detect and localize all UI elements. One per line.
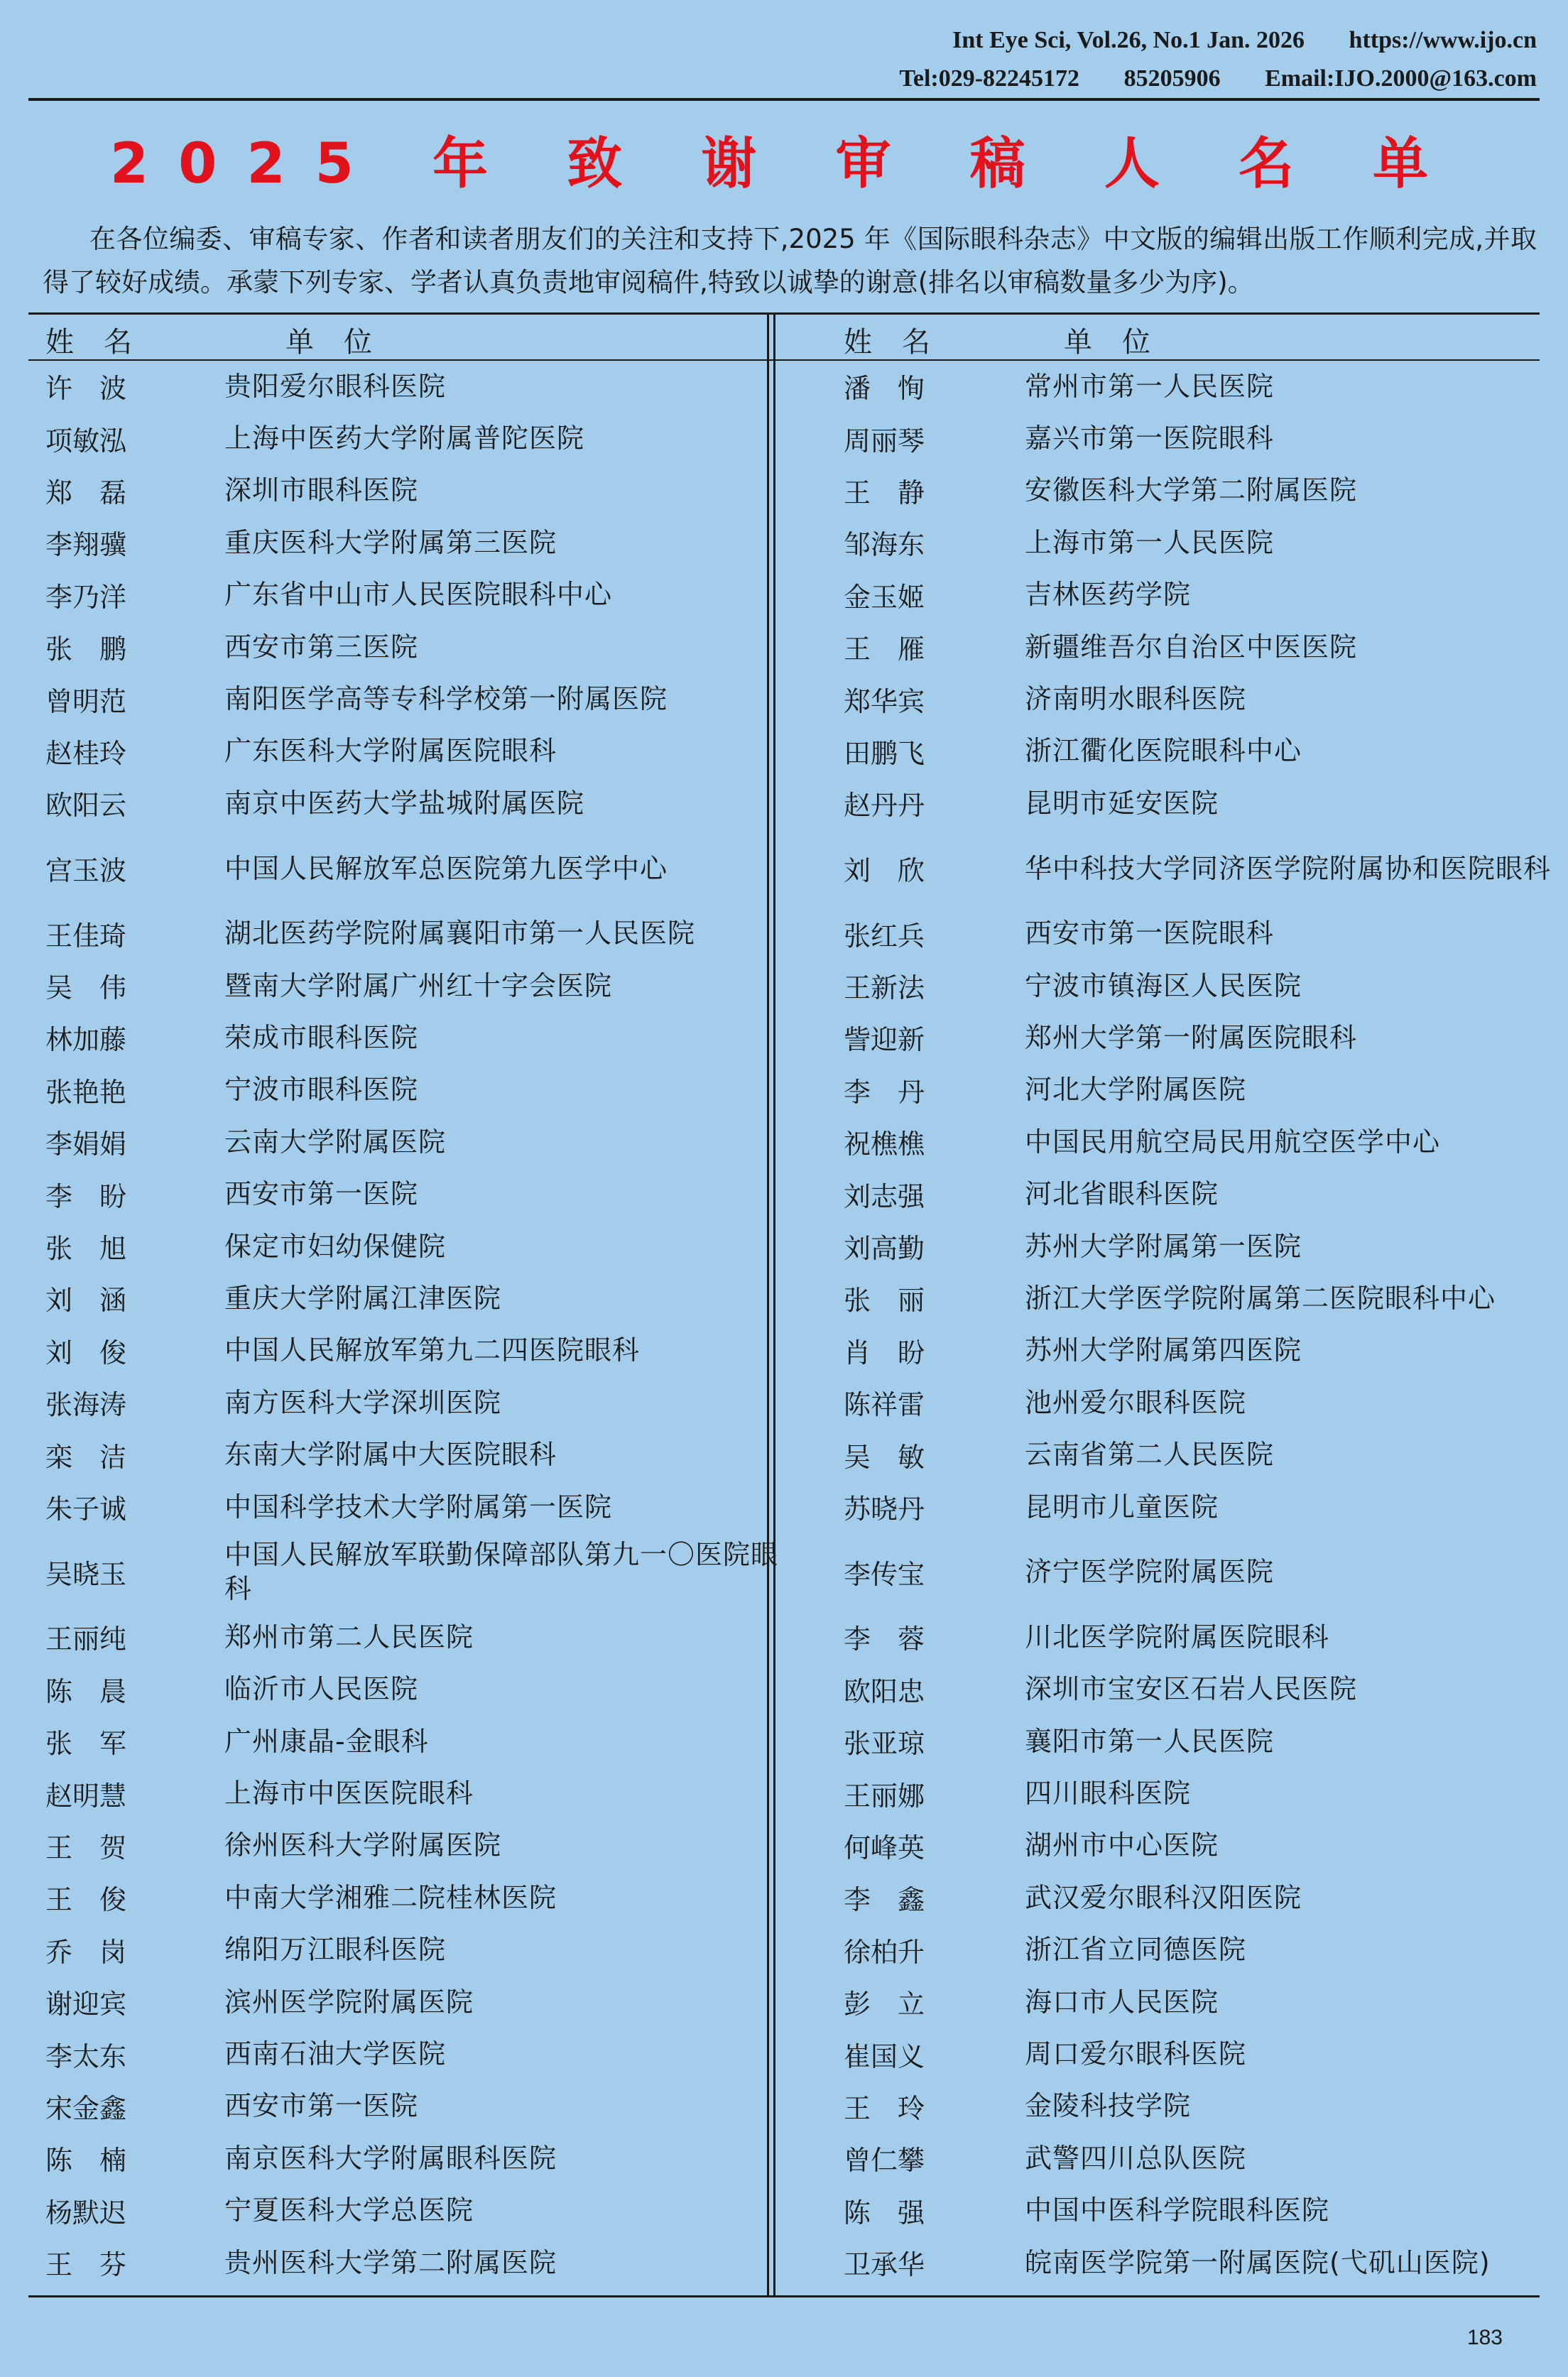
reviewer-institution: 郑州市第二人民医院: [224, 1621, 474, 1653]
reviewer-institution: 重庆医科大学附属第三医院: [224, 526, 557, 558]
table-row: [844, 1325, 1547, 1376]
table-row: [45, 908, 763, 959]
table-row: [844, 516, 1547, 568]
reviewer-institution: 昆明市延安医院: [1025, 787, 1219, 819]
journal-email: Email:IJO.2000@163.com: [1265, 65, 1537, 92]
table-row: [45, 412, 763, 464]
table-row: [844, 2080, 1547, 2132]
table-row: [45, 1376, 763, 1428]
reviewer-name: 王 芬: [45, 2249, 127, 2281]
table-row: [844, 1871, 1547, 1923]
reviewer-name: 郑 磊: [45, 477, 127, 508]
reviewer-name: 祝樵樵: [844, 1128, 925, 1160]
left-reviewer-list: [45, 360, 779, 2288]
table-row: [45, 2132, 763, 2184]
reviewer-name: 赵丹丹: [844, 790, 925, 822]
journal-citation: Int Eye Sci, Vol.26, No.1 Jan. 2026: [952, 27, 1305, 53]
right-header-name: 姓名: [844, 326, 960, 359]
reviewer-institution: 贵阳爱尔眼科医院: [224, 370, 447, 402]
table-row: [45, 1976, 763, 2028]
table-row: [45, 360, 763, 412]
table-row: [844, 2185, 1547, 2236]
reviewer-name: 田鹏飞: [844, 737, 925, 769]
table-row: [45, 1767, 763, 1819]
table-row: [45, 621, 763, 673]
left-header-name: 姓名: [45, 326, 162, 359]
reviewer-institution: 临沂市人民医院: [224, 1673, 419, 1705]
reviewer-institution: 皖南医学院第一附属医院(弋矶山医院): [1025, 2246, 1491, 2278]
reviewer-institution: 浙江省立同德医院: [1025, 1934, 1247, 1966]
reviewer-institution: 广州康晶-金眼科: [224, 1725, 429, 1757]
reviewer-name: 金玉姬: [844, 581, 925, 613]
reviewer-institution: 西南石油大学医院: [224, 2038, 447, 2070]
journal-tel: Tel:029-82245172: [899, 65, 1080, 92]
reviewer-institution: 嘉兴市第一医院眼科: [1025, 423, 1275, 455]
reviewer-name: 陈 楠: [45, 2145, 127, 2177]
reviewer-name: 李乃洋: [45, 581, 127, 613]
reviewer-institution: 西安市第三医院: [224, 631, 419, 663]
reviewer-name: 张 旭: [45, 1233, 127, 1265]
table-row: [844, 1220, 1547, 1272]
running-header-line2: [899, 65, 1537, 92]
reviewer-name: 肖 盼: [844, 1337, 925, 1369]
table-row: [844, 908, 1547, 959]
reviewer-institution: 宁夏医科大学总医院: [224, 2194, 474, 2226]
reviewer-institution: 浙江大学医学院附属第二医院眼科中心: [1025, 1282, 1496, 1314]
reviewer-institution: 中国人民解放军第九二四医院眼科: [224, 1334, 641, 1366]
table-row: [844, 1011, 1547, 1063]
reviewer-institution: 海口市人民医院: [1025, 1986, 1219, 2018]
reviewer-name: 卫承华: [844, 2249, 925, 2281]
table-row: [844, 1428, 1547, 1480]
table-row: [844, 1976, 1547, 2028]
reviewer-institution: 中国民用航空局民用航空医学中心: [1025, 1126, 1441, 1158]
table-row: [45, 516, 763, 568]
table-row: [45, 1272, 763, 1324]
table-row: [45, 1481, 763, 1533]
table-row: [45, 1820, 763, 1871]
reviewer-name: 项敏泓: [45, 425, 127, 457]
table-row: [844, 1663, 1547, 1715]
reviewer-institution: 南阳医学高等专科学校第一附属医院: [224, 683, 668, 715]
reviewer-institution: 苏州大学附属第一医院: [1025, 1230, 1302, 1262]
table-row: [844, 1116, 1547, 1168]
table-row: [844, 959, 1547, 1011]
left-header-unit: 单位: [285, 326, 402, 359]
reviewer-institution: 池州爱尔眼科医院: [1025, 1386, 1247, 1418]
table-row: [844, 1715, 1547, 1767]
table-row: [45, 1116, 763, 1168]
table-row: [45, 1064, 763, 1116]
reviewer-institution: 襄阳市第一人民医院: [1025, 1725, 1275, 1757]
table-row: [844, 1533, 1547, 1611]
reviewer-name: 王佳琦: [45, 920, 127, 952]
reviewer-name: 谢迎宾: [45, 1989, 127, 2020]
reviewer-institution: 河北省眼科医院: [1025, 1178, 1219, 1210]
reviewer-name: 朱子诚: [45, 1494, 127, 1525]
reviewer-institution: 河北大学附属医院: [1025, 1074, 1247, 1106]
reviewer-institution: 中国人民解放军总医院第九医学中心: [224, 852, 668, 884]
table-bottom-rule: [28, 2295, 1540, 2297]
table-row: [844, 829, 1552, 908]
reviewer-institution: 绵阳万江眼科医院: [224, 1934, 447, 1966]
table-row: [844, 1924, 1547, 1976]
reviewer-name: 吴 伟: [45, 972, 127, 1004]
table-row: [45, 959, 763, 1011]
reviewer-institution: 中国中医科学院眼科医院: [1025, 2194, 1330, 2226]
reviewer-name: 张艳艳: [45, 1076, 127, 1108]
reviewer-institution: 云南省第二人民医院: [1025, 1439, 1275, 1471]
table-row: [844, 725, 1547, 777]
reviewer-name: 刘 欣: [844, 855, 925, 887]
table-row: [45, 2185, 763, 2236]
reviewer-name: 王 雁: [844, 633, 925, 665]
reviewer-institution: 苏州大学附属第四医院: [1025, 1334, 1302, 1366]
reviewer-name: 苏晓丹: [844, 1494, 925, 1525]
table-row: [844, 569, 1547, 621]
table-row: [844, 1064, 1547, 1116]
reviewer-name: 王 贺: [45, 1832, 127, 1864]
reviewer-institution: 昆明市儿童医院: [1025, 1491, 1219, 1523]
table-row: [844, 621, 1547, 673]
reviewer-name: 邹海东: [844, 529, 925, 561]
reviewer-name: 李 鑫: [844, 1884, 925, 1916]
reviewer-name: 王新法: [844, 972, 925, 1004]
table-row: [844, 1820, 1547, 1871]
table-row: [45, 464, 763, 516]
reviewer-name: 潘 恂: [844, 373, 925, 405]
table-row: [45, 1715, 763, 1767]
reviewer-name: 宫玉波: [45, 855, 127, 887]
reviewer-name: 曾仁攀: [844, 2145, 925, 2177]
reviewer-name: 张海涛: [45, 1389, 127, 1421]
reviewer-institution: 吉林医药学院: [1025, 579, 1192, 611]
table-row: [45, 1924, 763, 1976]
table-row: [844, 777, 1547, 829]
reviewer-name: 张亚琼: [844, 1728, 925, 1760]
reviewer-institution: 中国科学技术大学附属第一医院: [224, 1491, 613, 1523]
reviewer-name: 李 蓉: [844, 1623, 925, 1655]
table-top-rule: [28, 312, 1540, 315]
header-rule: [28, 98, 1540, 101]
reviewer-name: 彭 立: [844, 1989, 925, 2020]
reviewer-name: 欧阳忠: [844, 1675, 925, 1707]
reviewer-name: 王 静: [844, 477, 925, 508]
reviewer-institution: 上海市中医医院眼科: [224, 1778, 474, 1810]
right-header-unit: 单位: [1064, 326, 1180, 359]
reviewer-institution: 上海中医药大学附属普陀医院: [224, 423, 585, 455]
reviewer-name: 赵明慧: [45, 1780, 127, 1812]
table-row: [45, 829, 763, 908]
table-row: [45, 1611, 763, 1663]
table-row: [45, 673, 763, 724]
reviewer-name: 赵桂玲: [45, 737, 127, 769]
reviewer-name: 乔 岗: [45, 1936, 127, 1968]
table-row: [45, 777, 763, 829]
reviewer-name: 崔国义: [844, 2040, 925, 2072]
table-row: [844, 2028, 1547, 2079]
table-row: [844, 1272, 1547, 1324]
table-row: [844, 360, 1547, 412]
reviewer-name: 李太东: [45, 2040, 127, 2072]
reviewer-name: 陈 强: [844, 2197, 925, 2229]
reviewer-institution: 济南明水眼科医院: [1025, 683, 1247, 715]
right-reviewer-list: [844, 360, 1552, 2288]
reviewer-institution: 西安市第一医院眼科: [1025, 918, 1275, 950]
table-row: [45, 1533, 779, 1611]
reviewer-institution: 中国人民解放军联勤保障部队第九一〇医院眼科: [224, 1539, 779, 1605]
intro-paragraph: 在各位编委、审稿专家、作者和读者朋友们的关注和支持下,2025 年《国际眼科杂志》中文版的编辑出版工作顺利完成,并取得了较好成绩。承蒙下列专家、学者认真负责地审阅稿件,特致以诚挚的谢意(排名以审稿数量多少为序)。: [43, 224, 1537, 298]
reviewer-institution: 东南大学附属中大医院眼科: [224, 1439, 557, 1471]
table-row: [45, 1168, 763, 1219]
reviewer-name: 林加藤: [45, 1024, 127, 1056]
reviewer-institution: 宁波市眼科医院: [224, 1074, 419, 1106]
table-row: [844, 673, 1547, 724]
reviewer-name: 刘 涵: [45, 1285, 127, 1317]
reviewer-name: 陈祥雷: [844, 1389, 925, 1421]
reviewer-name: 王 俊: [45, 1884, 127, 1916]
reviewer-institution: 南方医科大学深圳医院: [224, 1386, 502, 1418]
reviewer-institution: 安徽医科大学第二附属医院: [1025, 474, 1358, 506]
reviewer-name: 陈 晨: [45, 1675, 127, 1707]
reviewer-institution: 金陵科技学院: [1025, 2090, 1192, 2122]
reviewer-name: 张红兵: [844, 920, 925, 952]
reviewer-institution: 南京医科大学附属眼科医院: [224, 2142, 557, 2174]
reviewer-name: 周丽琴: [844, 425, 925, 457]
page-title: 2025 年 致 谢 审 稿 人 名 单: [109, 132, 1459, 196]
reviewer-institution: 中南大学湘雅二院桂林医院: [224, 1881, 557, 1913]
reviewer-name: 李翔骥: [45, 529, 127, 561]
table-row: [45, 725, 763, 777]
reviewer-name: 吴 敏: [844, 1441, 925, 1473]
reviewer-institution: 四川眼科医院: [1025, 1778, 1192, 1810]
table-row: [45, 569, 763, 621]
reviewer-institution: 济宁医学院附属医院: [1025, 1556, 1275, 1588]
reviewer-name: 李传宝: [844, 1558, 925, 1590]
reviewer-name: 曾明范: [45, 685, 127, 717]
reviewer-institution: 郑州大学第一附属医院眼科: [1025, 1021, 1358, 1053]
reviewer-name: 郑华宾: [844, 685, 925, 717]
reviewer-name: 宋金鑫: [45, 2092, 127, 2124]
table-row: [844, 464, 1547, 516]
table-row: [844, 2236, 1547, 2288]
reviewer-name: 訾迎新: [844, 1024, 925, 1056]
reviewer-name: 栾 洁: [45, 1441, 127, 1473]
reviewer-name: 杨默迟: [45, 2197, 127, 2229]
reviewer-institution: 深圳市宝安区石岩人民医院: [1025, 1673, 1358, 1705]
table-row: [844, 1376, 1547, 1428]
reviewer-institution: 常州市第一人民医院: [1025, 370, 1275, 402]
reviewer-name: 何峰英: [844, 1832, 925, 1864]
reviewer-name: 李 盼: [45, 1180, 127, 1212]
reviewer-name: 欧阳云: [45, 790, 127, 822]
reviewer-institution: 保定市妇幼保健院: [224, 1230, 447, 1262]
journal-website: https://www.ijo.cn: [1349, 27, 1537, 53]
journal-tel2: 85205906: [1123, 65, 1221, 92]
reviewer-name: 张 丽: [844, 1285, 925, 1317]
reviewer-name: 吴晓玉: [45, 1558, 127, 1590]
table-row: [844, 1611, 1547, 1663]
reviewer-name: 刘高勤: [844, 1233, 925, 1265]
reviewer-name: 刘 俊: [45, 1337, 127, 1369]
table-row: [844, 2132, 1547, 2184]
page-number: 183: [1466, 2326, 1503, 2349]
reviewer-institution: 滨州医学院附属医院: [224, 1986, 474, 2018]
reviewer-institution: 重庆大学附属江津医院: [224, 1282, 502, 1314]
reviewer-institution: 云南大学附属医院: [224, 1126, 447, 1158]
reviewer-institution: 浙江衢化医院眼科中心: [1025, 735, 1302, 767]
table-row: [45, 1663, 763, 1715]
reviewer-name: 王丽纯: [45, 1623, 127, 1655]
reviewer-institution: 武警四川总队医院: [1025, 2142, 1247, 2174]
reviewer-name: 徐柏升: [844, 1936, 925, 1968]
reviewer-name: 张 军: [45, 1728, 127, 1760]
table-row: [45, 2236, 763, 2288]
reviewer-name: 张 鹏: [45, 633, 127, 665]
reviewer-institution: 武汉爱尔眼科汉阳医院: [1025, 1881, 1302, 1913]
reviewer-institution: 广东省中山市人民医院眼科中心: [224, 579, 613, 611]
reviewer-institution: 荣成市眼科医院: [224, 1021, 419, 1053]
reviewer-name: 王丽娜: [844, 1780, 925, 1812]
reviewer-institution: 深圳市眼科医院: [224, 474, 419, 506]
reviewer-institution: 上海市第一人民医院: [1025, 526, 1275, 558]
reviewer-name: 李 丹: [844, 1076, 925, 1108]
reviewer-name: 许 波: [45, 373, 127, 405]
table-row: [45, 1325, 763, 1376]
reviewer-institution: 西安市第一医院: [224, 2090, 419, 2122]
table-row: [45, 1220, 763, 1272]
table-row: [45, 1011, 763, 1063]
reviewer-institution: 广东医科大学附属医院眼科: [224, 735, 557, 767]
reviewer-institution: 川北医学院附属医院眼科: [1025, 1621, 1330, 1653]
running-header-line1: [952, 27, 1537, 54]
table-row: [844, 412, 1547, 464]
reviewer-institution: 徐州医科大学附属医院: [224, 1829, 502, 1861]
reviewer-institution: 周口爱尔眼科医院: [1025, 2038, 1247, 2070]
reviewer-institution: 西安市第一医院: [224, 1178, 419, 1210]
reviewer-institution: 湖北医药学院附属襄阳市第一人民医院: [224, 918, 696, 950]
table-row: [844, 1168, 1547, 1219]
table-row: [844, 1767, 1547, 1819]
table-row: [45, 1871, 763, 1923]
reviewer-institution: 新疆维吾尔自治区中医医院: [1025, 631, 1358, 663]
reviewer-institution: 贵州医科大学第二附属医院: [224, 2246, 557, 2278]
reviewer-name: 李娟娟: [45, 1128, 127, 1160]
table-row: [45, 2028, 763, 2079]
reviewer-name: 王 玲: [844, 2092, 925, 2124]
reviewer-institution: 暨南大学附属广州红十字会医院: [224, 969, 613, 1001]
table-row: [844, 1481, 1547, 1533]
reviewer-institution: 湖州市中心医院: [1025, 1829, 1219, 1861]
reviewer-institution: 宁波市镇海区人民医院: [1025, 969, 1302, 1001]
reviewer-name: 刘志强: [844, 1180, 925, 1212]
reviewer-institution: 华中科技大学同济医学院附属协和医院眼科: [1025, 852, 1552, 884]
table-row: [45, 2080, 763, 2132]
table-row: [45, 1428, 763, 1480]
reviewer-institution: 南京中医药大学盐城附属医院: [224, 787, 585, 819]
